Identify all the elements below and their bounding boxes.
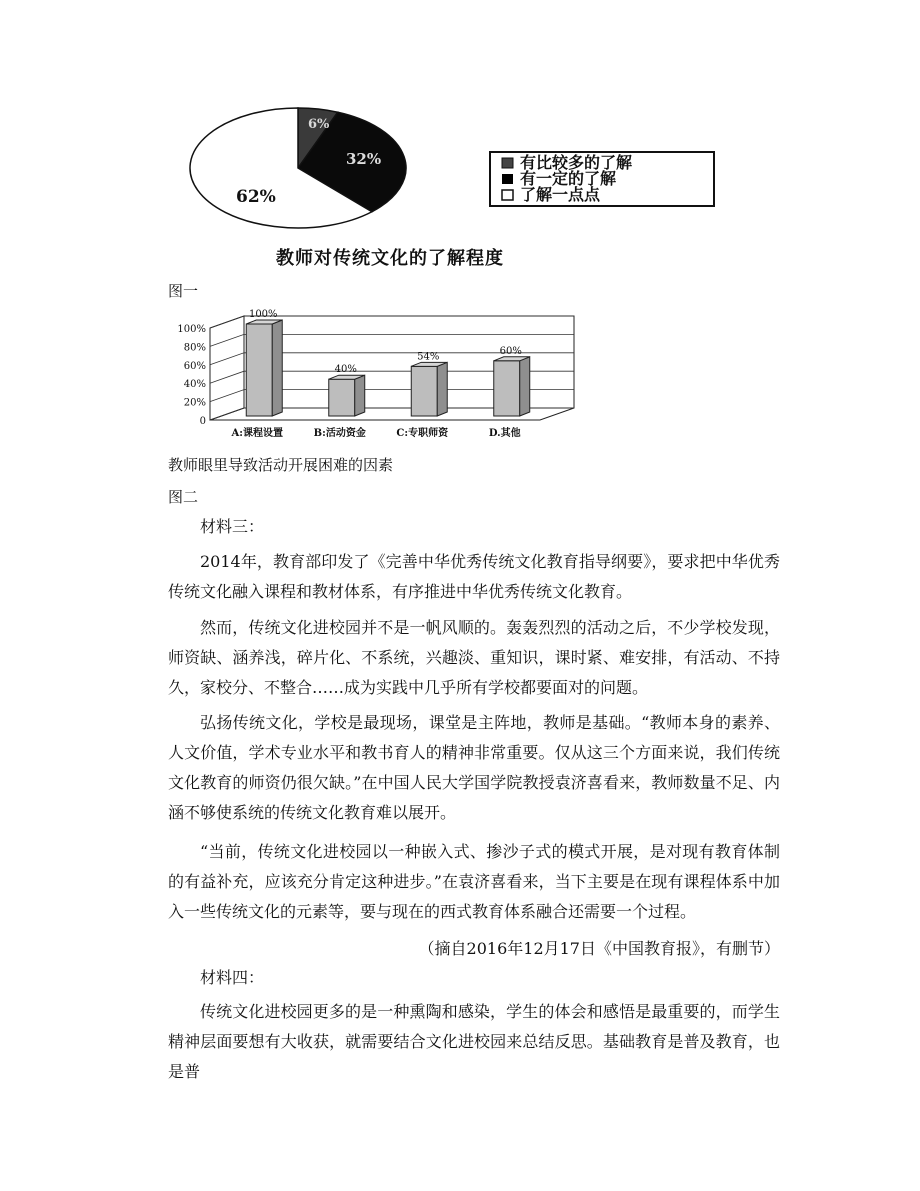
- material3-paragraph-4: “当前，传统文化进校园以一种嵌入式、掺沙子式的模式开展，是对现有教育体制的有益补充，应该充分肯定这种进步。”在袁济喜看来，当下主要是在现有课程体系中加入一些传统文化的元素等，要与现在的西式教育体系融合还需要一个过程。: [168, 842, 780, 921]
- bar-front: [246, 324, 272, 416]
- y-tick-label: 40%: [183, 379, 206, 391]
- y-tick-label: 20%: [183, 397, 206, 409]
- figure2-label: 图二: [168, 488, 199, 506]
- legend-label: 有一定的了解: [520, 169, 617, 188]
- figure2-caption: 教师眼里导致活动开展困难的因素: [168, 456, 394, 474]
- bar-value-label: 100%: [248, 309, 278, 320]
- figure1-title: 教师对传统文化的了解程度: [276, 248, 504, 269]
- y-tick-label: 80%: [183, 342, 206, 354]
- bar-side: [437, 362, 447, 416]
- bar-front: [411, 366, 437, 416]
- material3-paragraph-1: 2014年，教育部印发了《完善中华优秀传统文化教育指导纲要》，要求把中华优秀传统文化融入课程和教材体系，有序推进中华优秀传统文化教育。: [168, 552, 780, 601]
- bar-side: [272, 320, 282, 416]
- material4-paragraph-1: 传统文化进校园更多的是一种熏陶和感染，学生的体会和感悟是最重要的，而学生精神层面要想有大收获，就需要结合文化进校园来总结反思。基础教育是普及教育，也是普: [168, 1002, 780, 1081]
- bar-chart: [168, 302, 588, 452]
- x-category-label: A:课程设置: [231, 428, 283, 439]
- legend-swatch-black: [502, 174, 513, 184]
- material3-paragraph-3: 弘扬传统文化，学校是最现场，课堂是主阵地，教师是基础。“教师本身的素养、人文价值，学术专业水平和教书育人的精神非常重要。仅从这三个方面来说，我们传统文化教育的师资仍很欠缺。”在中国人民大学国学院教授袁济喜看来，教师数量不足、内涵不够使系统的传统文化教育难以展开。: [168, 713, 780, 822]
- material3-title: 材料三：: [200, 517, 265, 536]
- y-tick-label: 60%: [183, 360, 206, 372]
- bar-front: [494, 361, 520, 416]
- bar-value-label: 60%: [499, 345, 522, 357]
- y-tick-label: 0: [199, 416, 206, 427]
- pie-label-medium: 32%: [346, 150, 382, 168]
- x-category-label: B:活动资金: [313, 428, 366, 439]
- y-tick-label: 100%: [177, 324, 206, 335]
- material4-title: 材料四：: [200, 968, 265, 987]
- pie-label-large: 62%: [236, 187, 276, 207]
- legend-swatch-hatched: [502, 158, 513, 168]
- pie-label-small: 6%: [308, 117, 330, 132]
- legend-label: 有比较多的了解: [520, 153, 633, 172]
- x-category-label: D.其他: [488, 428, 521, 439]
- figure1-label: 图一: [168, 282, 199, 300]
- bar-side: [520, 357, 530, 416]
- legend-swatch-white: [502, 190, 513, 200]
- x-category-label: C:专职师资: [396, 428, 449, 439]
- pie-slices: [190, 108, 406, 228]
- material3-paragraph-2: 然而，传统文化进校园并不是一帆风顺的。轰轰烈烈的活动之后，不少学校发现，师资缺、涵养浅，碎片化、不系统，兴趣淡、重知识，课时紧、难安排，有活动、不持久，家校分、不整合……成为实践中几乎所有学校都要面对的问题。: [168, 618, 780, 697]
- material3-source: （摘自2016年12月17日《中国教育报》，有删节）: [418, 939, 780, 958]
- bar-front: [329, 379, 355, 416]
- bar-value-label: 54%: [417, 351, 440, 363]
- bar-side: [355, 375, 365, 416]
- bar-value-label: 40%: [334, 364, 357, 376]
- legend-label: 了解一点点: [520, 185, 601, 204]
- chart-side-wall: [210, 316, 244, 420]
